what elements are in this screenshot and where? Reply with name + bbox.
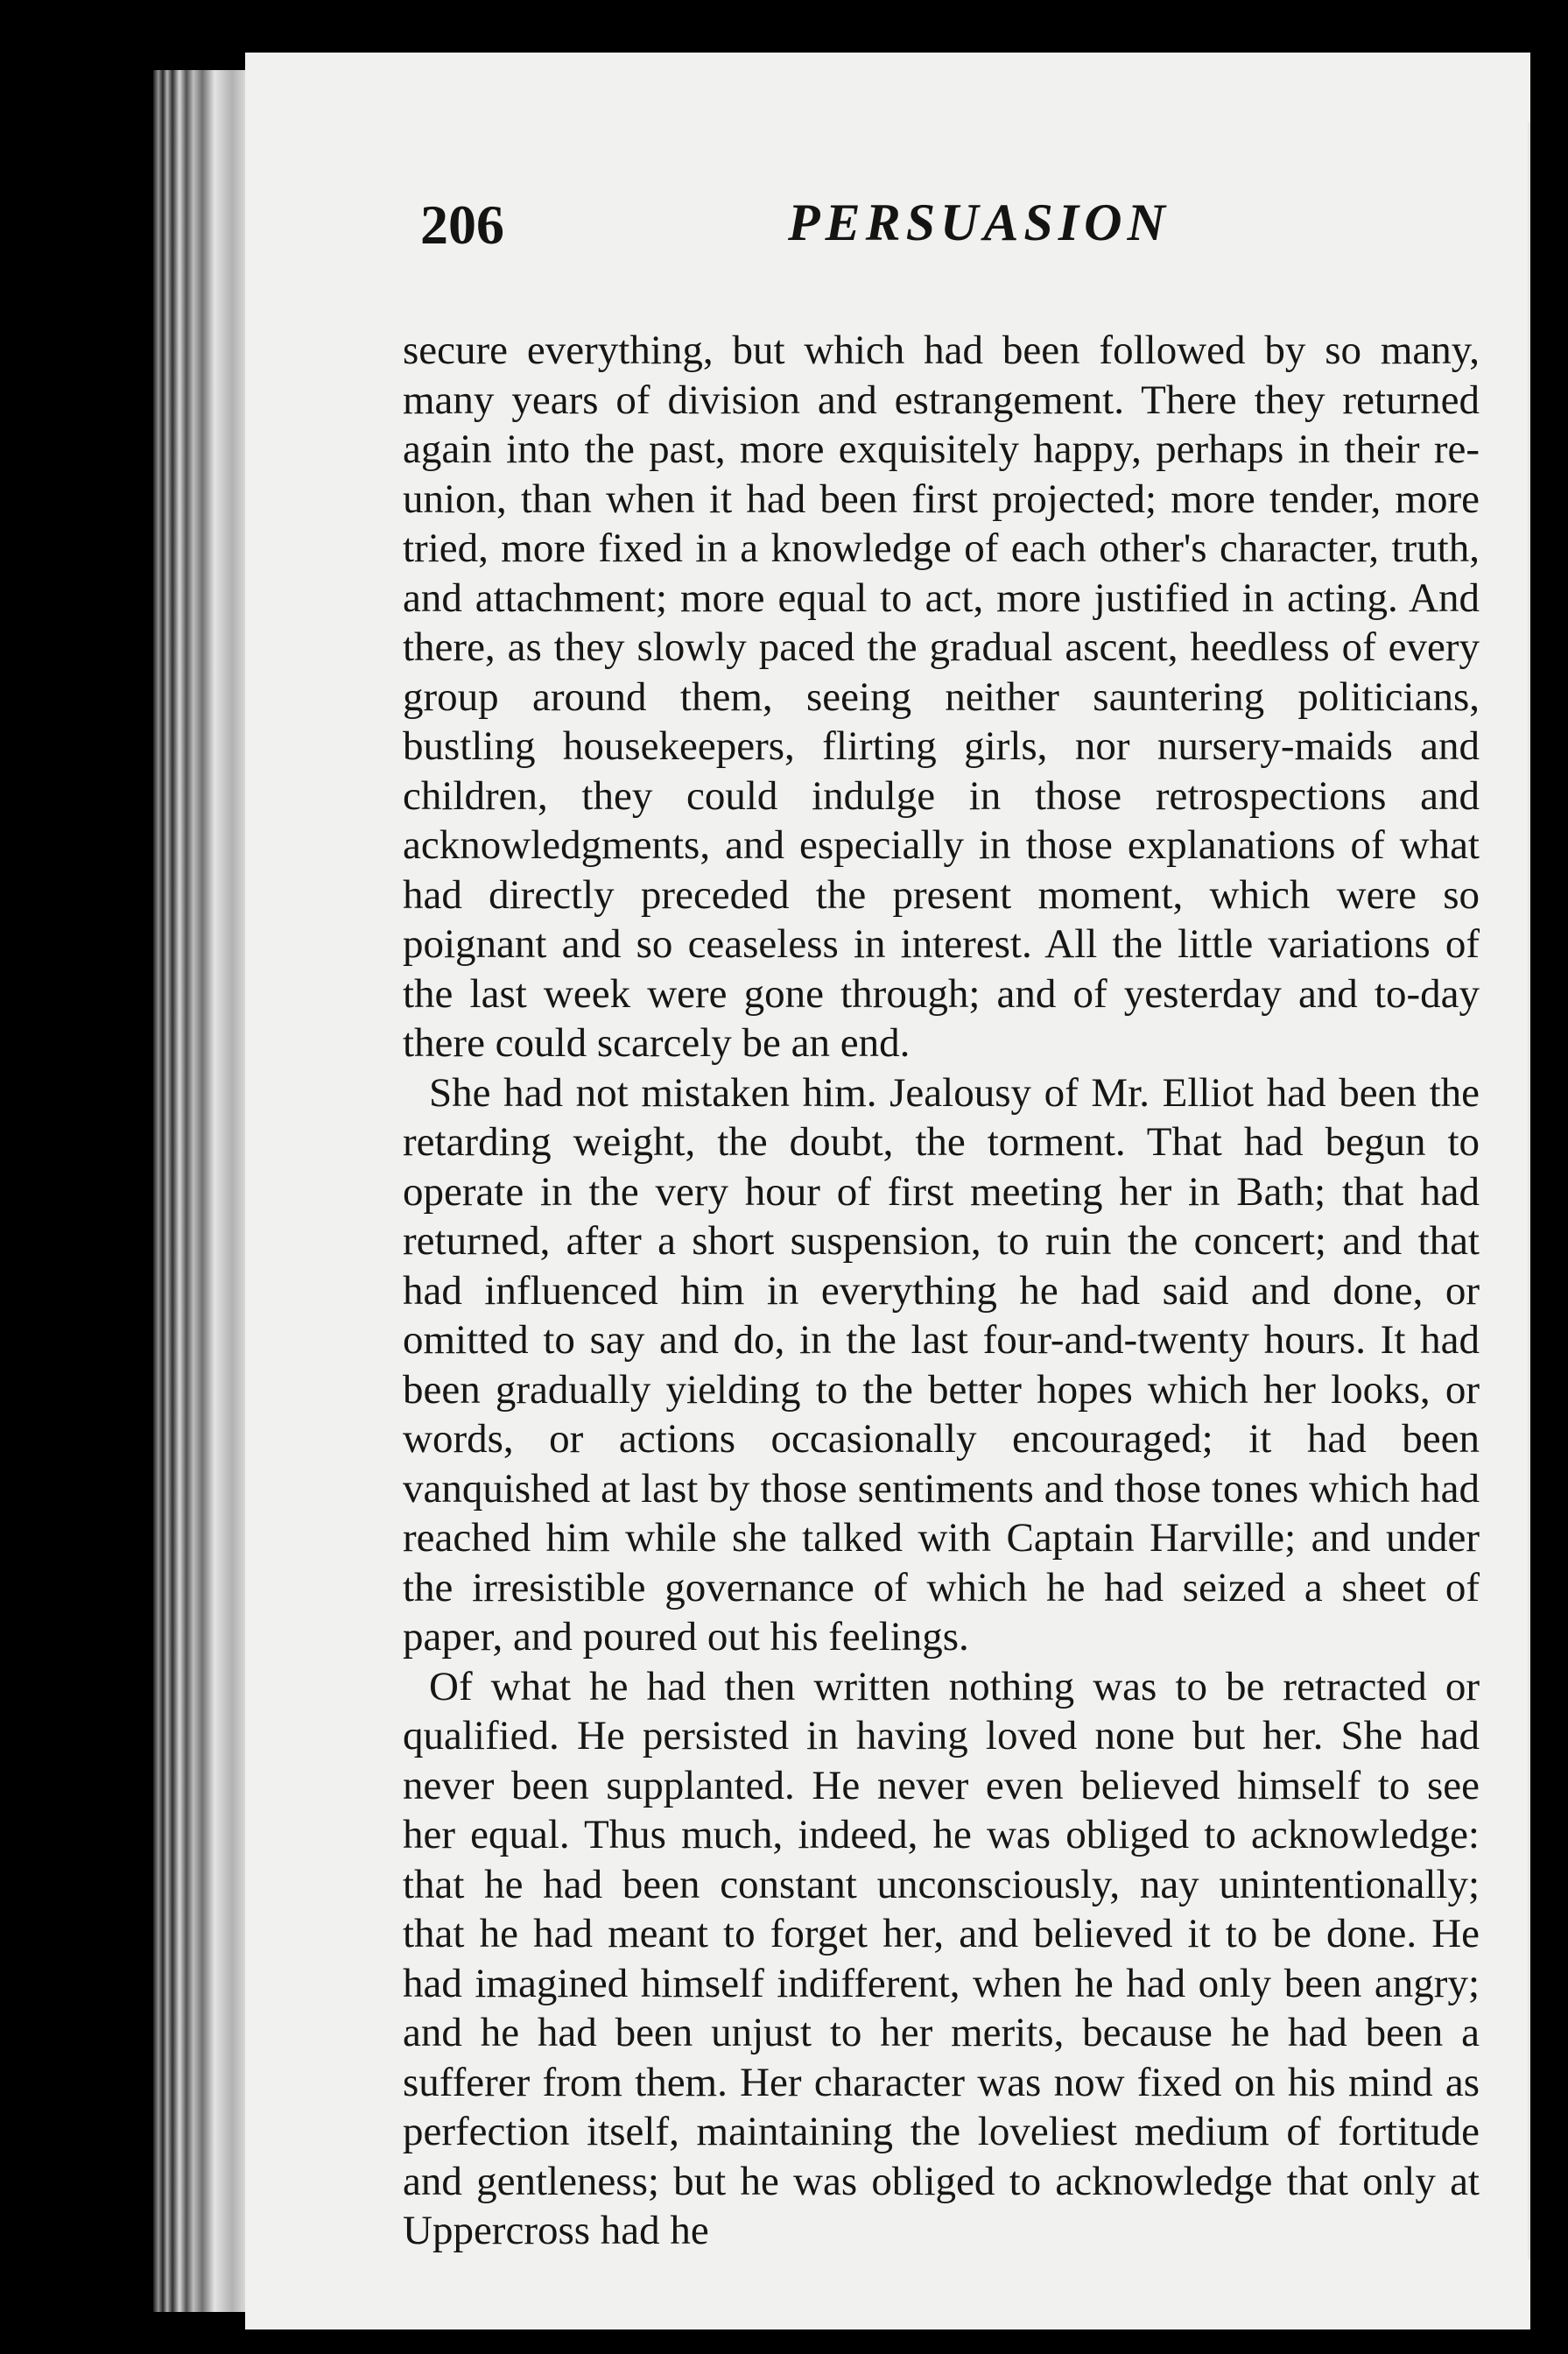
book-spine	[153, 70, 250, 2312]
page-sheet	[245, 53, 1545, 2329]
paragraph-1: secure everything, but which had been followed by so many, many years of division and estrangement. There they returned again into the past, more exquisitely happy, perhaps in their re-union, than when it had been first projected; more tender, more tried, more fixed in a knowledge of each other's character, truth, and attachment; more equal to act, more justified in acting. And there, as they slowly paced the gradual ascent, heedless of every group around them, seeing neither sauntering politicians, bustling housekeepers, flirting girls, nor nursery-maids and children, they could indulge in those retrospections and acknowledgments, and especially in those explanations of what had directly preceded the present moment, which were so poignant and so ceaseless in interest. All the little variations of the last week were gone through; and of yesterday and to-day there could scarcely be an end.	[403, 328, 1480, 1066]
body-text	[403, 326, 1480, 2256]
running-title: PERSUASION	[788, 194, 1171, 251]
paragraph-2: She had not mistaken him. Jealousy of Mr. Elliot had been the retarding weight, the doubt, the torment. That had begun to operate in the very hour of first meeting her in Bath; that had returned, after a short suspension, to ruin the concert; and that had influenced him in everything he had said and done, or omitted to say and do, in the last four-and-twenty hours. It had been gradually yielding to the better hopes which her looks, or words, or actions occasionally encouraged; it had been vanquished at last by those sentiments and those tones which had reached him while she talked with Captain Harville; and under the irresistible governance of which he had seized a sheet of paper, and poured out his feelings.	[403, 1069, 1480, 1660]
page-header	[420, 184, 1453, 280]
page-number: 206	[420, 194, 504, 256]
scan-border-right	[1530, 0, 1568, 2354]
paragraph-3: Of what he had then written nothing was to be retracted or qualified. He persisted in having loved none but her. She had never been supplanted. He never even believed himself to see her equal. Thus much, indeed, he was obliged to acknowledge: that he had been constant unconsciously, nay unintentionally; that he had meant to forget her, and believed it to be done. He had imagined himself indifferent, when he had only been angry; and he had been unjust to her merits, because he had been a sufferer from them. Her character was now fixed on his mind as perfection itself, maintaining the loveliest medium of fortitude and gentleness; but he was obliged to acknowledge that only at Uppercross had he	[403, 1663, 1480, 2253]
